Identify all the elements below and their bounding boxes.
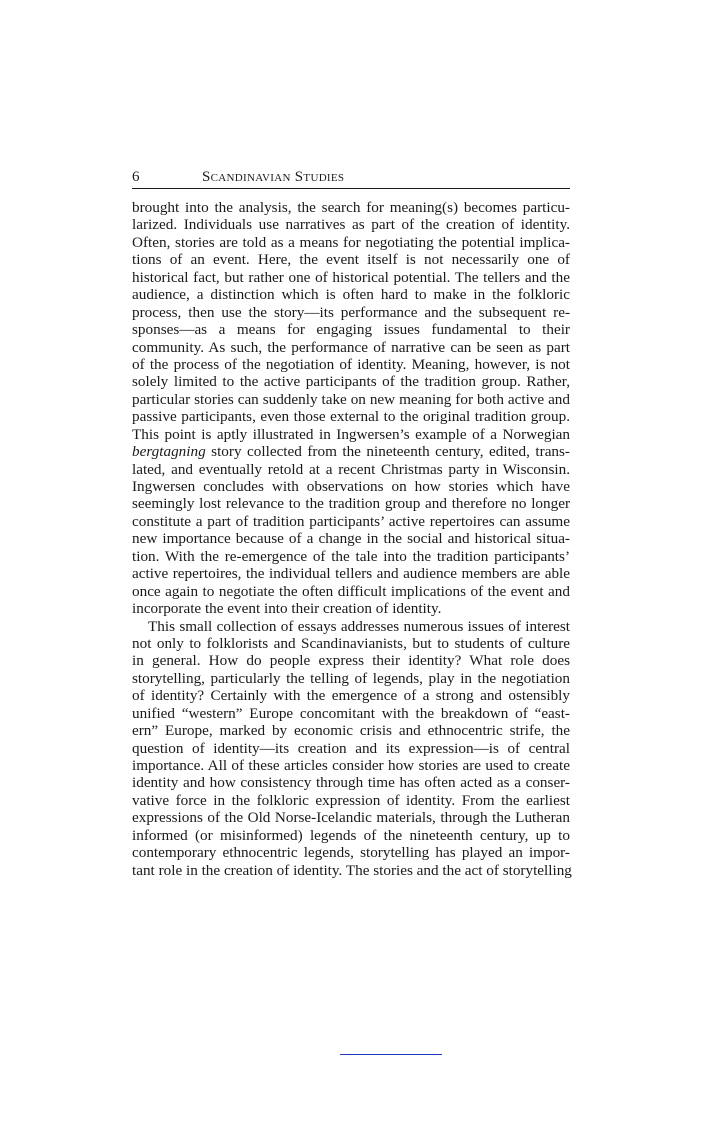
text-line: once again to negotiate the often difficult implications of the event and: [132, 582, 570, 600]
text-line: in general. How do people express their identity? What role does: [132, 652, 570, 670]
text-line: solely limited to the active participants of the tradition group. Rather,: [132, 373, 570, 391]
italic-term: bergtagning: [132, 443, 206, 461]
text-line: importance. All of these articles consider how stories are used to create: [132, 757, 570, 774]
body-text: [132, 199, 570, 879]
text-line: sponses—as a means for engaging issues fundamental to their: [132, 321, 570, 339]
running-head-title: Scandinavian Studies: [202, 169, 345, 185]
text-line: historical fact, but rather one of historical potential. The tellers and the: [132, 268, 570, 286]
text-line: Often, stories are told as a means for negotiating the potential implica-: [132, 233, 570, 251]
text-line: of the process of the negotiation of identity. Meaning, however, is not: [132, 355, 570, 373]
text-line: tant role in the creation of identity. The stories and the act of storytelling: [132, 861, 572, 879]
text-line: informed (or misinformed) legends of the nineteenth century, up to: [132, 826, 570, 844]
text-line: new importance because of a change in the social and historical situa-: [132, 530, 570, 548]
text-line: seemingly lost relevance to the tradition group and therefore no longer: [132, 495, 570, 513]
text-line: ern” Europe, marked by economic crisis and ethnocentric strife, the: [132, 722, 570, 740]
text-line: not only to folklorists and Scandinavianists, but to students of culture: [132, 634, 570, 652]
text-line: vative force in the folkloric expression of identity. From the earliest: [132, 791, 570, 809]
text-line: question of identity—its creation and its expression—is of central: [132, 739, 570, 757]
text-line: This point is aptly illustrated in Ingwersen’s example of a Norwegian: [132, 425, 570, 443]
page-number: 6: [132, 169, 140, 185]
text-line: tion. With the re-emergence of the tale into the tradition participants’: [132, 547, 570, 565]
text-line: community. As such, the performance of narrative can be seen as part: [132, 338, 570, 356]
footer-rule: [340, 1054, 442, 1055]
text-line: storytelling, particularly the telling of legends, play in the negotiation: [132, 669, 570, 687]
text-line: passive participants, even those external to the original tradition group.: [132, 408, 570, 426]
text-line: [132, 443, 570, 460]
text-line: contemporary ethnocentric legends, storytelling has played an impor-: [132, 844, 570, 862]
text-line: This small collection of essays addresses numerous issues of interest: [148, 617, 570, 635]
running-header: [132, 166, 570, 189]
text-line: incorporate the event into their creation of identity.: [132, 600, 442, 618]
paragraph-1: [132, 199, 570, 618]
text-line: brought into the analysis, the search for meaning(s) becomes particu-: [132, 199, 570, 216]
text-line: audience, a distinction which is often hard to make in the folkloric: [132, 286, 570, 304]
text-line: active repertoires, the individual tellers and audience members are able: [132, 565, 570, 583]
text-line: expressions of the Old Norse-Icelandic materials, through the Lutheran: [132, 809, 570, 827]
text-line: lated, and eventually retold at a recent Christmas party in Wisconsin.: [132, 460, 570, 478]
text-line: process, then use the story—its performance and the subsequent re-: [132, 303, 570, 321]
text-line: identity and how consistency through time has often acted as a conser-: [132, 774, 570, 792]
text-line: tions of an event. Here, the event itself is not necessarily one of: [132, 251, 570, 269]
text-line: of identity? Certainly with the emergence of a strong and ostensibly: [132, 687, 570, 705]
text-line: Ingwersen concludes with observations on how stories which have: [132, 478, 570, 495]
text-line: larized. Individuals use narratives as part of the creation of identity.: [132, 216, 570, 234]
text-line: particular stories can suddenly take on new meaning for both active and: [132, 390, 570, 408]
text-line: constitute a part of tradition participants’ active repertoires can assume: [132, 512, 570, 530]
text-line: unified “western” Europe concomitant with the breakdown of “east-: [132, 704, 570, 722]
paragraph-2: [132, 618, 570, 880]
text-run: story collected from the nineteenth century, edited, trans-: [205, 443, 570, 461]
